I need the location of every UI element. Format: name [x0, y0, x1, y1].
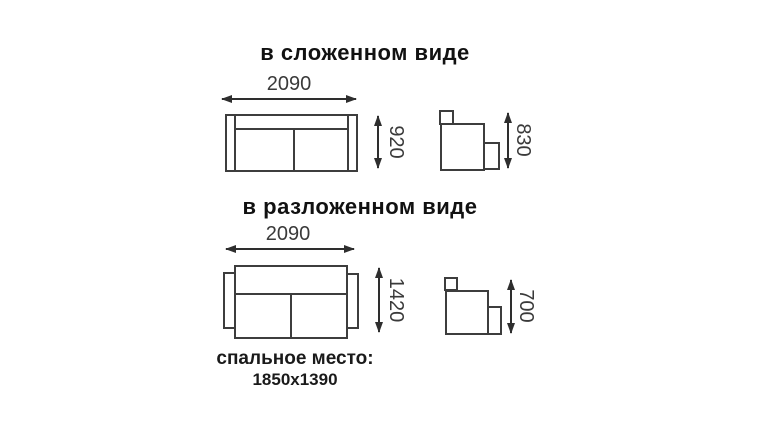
- depth-value-unfolded: 1420: [385, 277, 407, 323]
- section-title-unfolded: в разложенном виде: [242, 194, 478, 219]
- side-view-seat-front-folded: [483, 142, 500, 170]
- depth-value-folded: 920: [385, 125, 407, 159]
- height-arrow-icon-unfolded: [510, 280, 512, 333]
- depth-arrow-icon-folded: [377, 116, 379, 168]
- backrest-line: [234, 128, 349, 130]
- sofa-top-view-unfolded: [234, 265, 348, 339]
- armrest-left-line: [234, 116, 236, 170]
- height-value-unfolded: 700: [515, 289, 537, 323]
- sleeping-area-dimensions: 1850x1390: [252, 370, 338, 389]
- bed-divider-line: [290, 293, 292, 337]
- seat-divider-line: [293, 128, 295, 170]
- height-arrow-icon-folded: [507, 113, 509, 168]
- side-view-seat-front-unfolded: [487, 306, 502, 335]
- sofa-side-view-unfolded: [445, 290, 489, 335]
- width-arrow-icon-folded: [222, 98, 356, 100]
- section-title-folded: в сложенном виде: [260, 40, 470, 65]
- side-view-backrest-top-unfolded: [444, 277, 458, 291]
- width-value-unfolded: 2090: [265, 223, 311, 245]
- sleeping-area-label: спальное место:: [216, 348, 374, 369]
- width-value-folded: 2090: [266, 73, 312, 95]
- armrest-right-line: [347, 116, 349, 170]
- depth-arrow-icon-unfolded: [378, 268, 380, 332]
- sofa-top-view-folded: [225, 114, 358, 172]
- height-value-folded: 830: [512, 123, 534, 157]
- width-arrow-icon-unfolded: [226, 248, 354, 250]
- sofa-side-view-folded: [440, 123, 485, 171]
